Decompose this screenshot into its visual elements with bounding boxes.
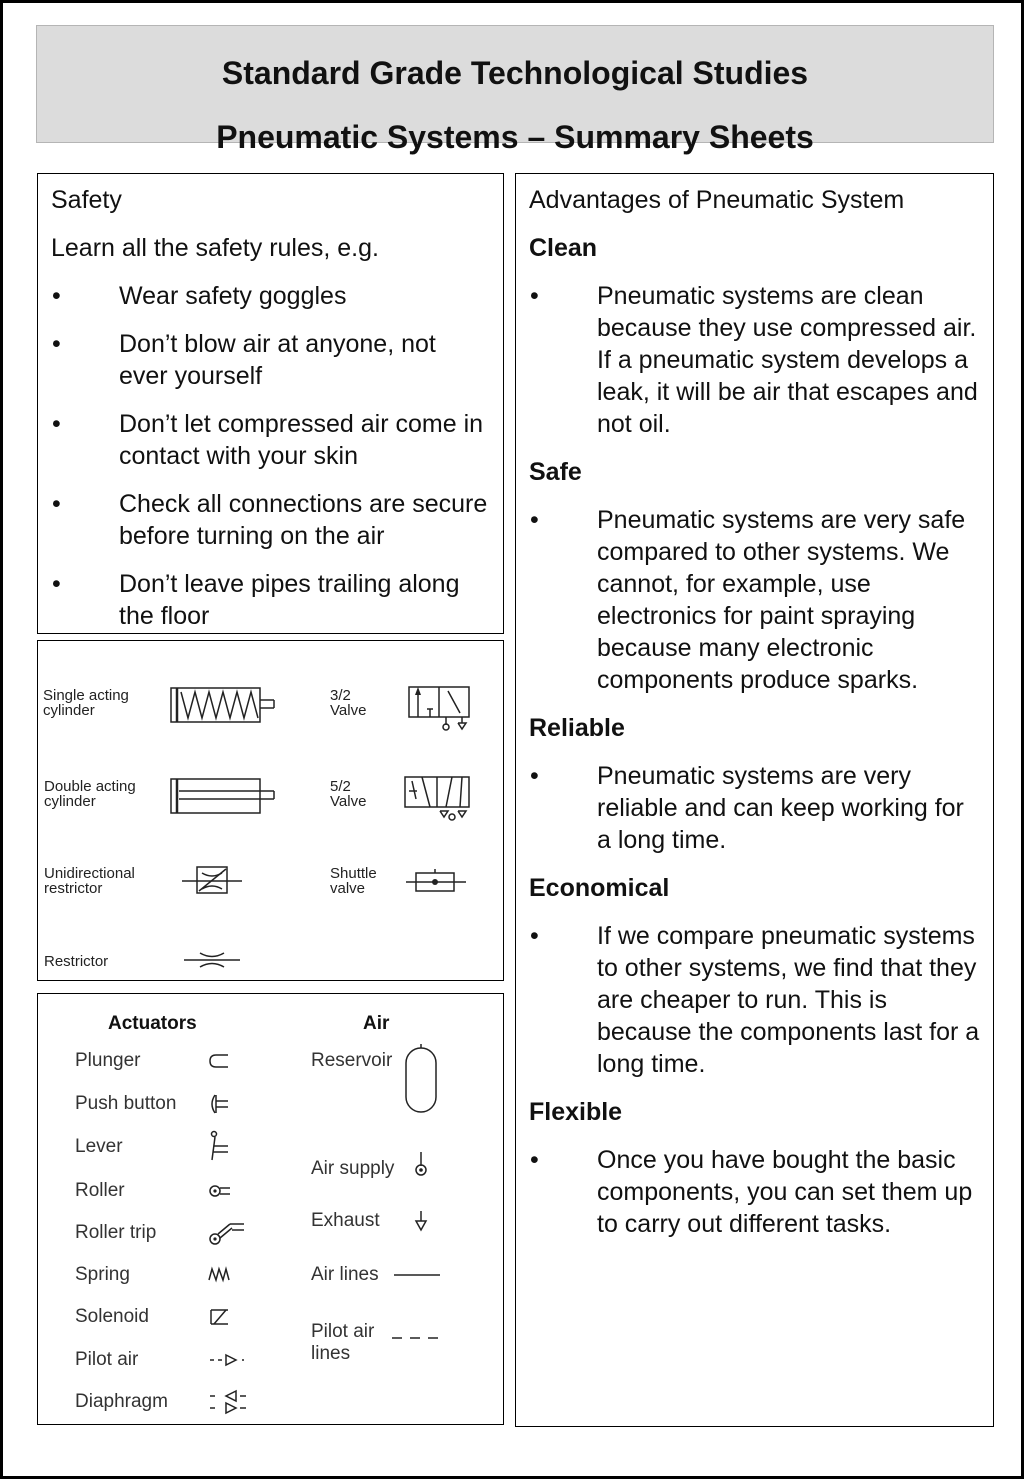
label-line: cylinder <box>43 702 95 719</box>
advantage-text: If we compare pneumatic systems to other systems, we find that they are cheaper to run. This is because the components last for a long time. <box>597 922 980 1078</box>
safety-item <box>51 280 491 312</box>
air-supply-label: Air supply <box>311 1158 395 1179</box>
label-line: 3/2 <box>330 687 351 704</box>
label-line: restrictor <box>44 880 103 897</box>
double-acting-cylinder-icon <box>170 777 276 815</box>
advantage-heading-reliable: Reliable <box>529 714 625 742</box>
label-line: lines <box>311 1343 351 1364</box>
air-heading: Air <box>363 1013 390 1034</box>
advantage-text: Pneumatic systems are very safe compared to other systems. We cannot, for example, use electronics for paint spraying because many electronic components produce sparks. <box>597 506 966 694</box>
bullet: • <box>52 282 61 310</box>
air-line-icon <box>394 1273 440 1277</box>
unidirectional-restrictor-label <box>44 866 135 896</box>
shuttle-valve-label <box>330 866 377 896</box>
lever-icon <box>208 1130 230 1162</box>
advantage-heading-flexible: Flexible <box>529 1098 623 1126</box>
bullet: • <box>52 570 61 598</box>
advantage-item <box>529 504 981 696</box>
label-line: Unidirectional <box>44 865 135 882</box>
safety-item <box>51 568 491 632</box>
plunger-label: Plunger <box>75 1050 141 1071</box>
label-line: cylinder <box>44 793 96 810</box>
actuators-heading: Actuators <box>108 1013 197 1034</box>
solenoid-icon <box>208 1308 232 1326</box>
bullet: • <box>530 506 539 534</box>
diaphragm-icon <box>208 1389 250 1415</box>
component-symbols-panel <box>37 640 504 981</box>
reservoir-label: Reservoir <box>311 1050 393 1071</box>
pilot-air-icon <box>208 1352 248 1368</box>
label-line: Pilot air <box>311 1321 375 1342</box>
roller-icon <box>208 1183 232 1199</box>
safety-item-text: Check all connections are secure before turning on the air <box>119 490 488 550</box>
air-supply-icon <box>414 1152 428 1178</box>
unidirectional-restrictor-icon <box>182 863 242 899</box>
advantage-heading-safe: Safe <box>529 458 582 486</box>
single-acting-cylinder-icon <box>170 686 276 724</box>
bullet: • <box>530 1146 539 1174</box>
bullet: • <box>52 490 61 518</box>
push-button-icon <box>208 1093 230 1115</box>
safety-panel <box>37 173 504 634</box>
label-line: Double acting <box>44 778 136 795</box>
shuttle-valve-icon <box>406 869 466 895</box>
bullet: • <box>52 410 61 438</box>
bullet: • <box>52 330 61 358</box>
advantages-title: Advantages of Pneumatic System <box>529 186 905 214</box>
plunger-icon <box>208 1053 230 1069</box>
label-line: Shuttle <box>330 865 377 882</box>
safety-item-text: Don’t blow air at anyone, not ever yourself <box>119 330 436 390</box>
safety-item <box>51 488 491 552</box>
advantage-item <box>529 1144 981 1240</box>
label-line: Valve <box>330 793 367 810</box>
pilot-air-lines-label <box>311 1321 374 1365</box>
single-acting-label <box>43 688 129 718</box>
advantage-text: Once you have bought the basic components, you can set them up to carry out different tasks. <box>597 1146 973 1238</box>
safety-item-text: Wear safety goggles <box>119 282 347 310</box>
bullet: • <box>530 922 539 950</box>
safety-item <box>51 408 491 472</box>
valve-52-icon <box>404 773 474 823</box>
push-button-label: Push button <box>75 1093 177 1114</box>
roller-label: Roller <box>75 1180 125 1201</box>
page-title: Standard Grade Technological Studies <box>221 55 809 91</box>
valve-32-icon <box>408 683 472 733</box>
roller-trip-label: Roller trip <box>75 1222 157 1243</box>
lever-label: Lever <box>75 1136 123 1157</box>
label-line: Valve <box>330 702 367 719</box>
actuator-air-symbols-panel <box>37 993 504 1425</box>
page-subtitle: Pneumatic Systems – Summary Sheets <box>216 119 814 155</box>
restrictor-label: Restrictor <box>44 953 109 970</box>
air-lines-label: Air lines <box>311 1264 379 1285</box>
label-line: 5/2 <box>330 778 351 795</box>
restrictor-icon <box>184 951 240 969</box>
spring-icon <box>208 1266 230 1284</box>
pilot-air-label: Pilot air <box>75 1349 139 1370</box>
bullet: • <box>530 762 539 790</box>
safety-title: Safety <box>51 186 122 214</box>
spring-label: Spring <box>75 1264 130 1285</box>
header-banner <box>36 25 994 155</box>
advantages-panel <box>515 173 994 1427</box>
double-acting-label <box>44 779 136 809</box>
advantage-heading-clean: Clean <box>529 234 598 262</box>
exhaust-icon <box>414 1211 428 1233</box>
roller-trip-icon <box>208 1218 246 1246</box>
advantage-text: Pneumatic systems are clean because they use compressed air. If a pneumatic system develops a leak, it will be air that escapes and not oil. <box>597 282 978 438</box>
safety-item-text: Don’t leave pipes trailing along the floor <box>119 570 460 630</box>
pilot-air-line-icon <box>392 1336 440 1340</box>
reservoir-icon <box>404 1044 438 1116</box>
advantage-heading-economical: Economical <box>529 874 670 902</box>
solenoid-label: Solenoid <box>75 1306 149 1327</box>
label-line: Single acting <box>43 687 129 704</box>
safety-item-text: Don’t let compressed air come in contact with your skin <box>119 410 484 470</box>
exhaust-label: Exhaust <box>311 1210 380 1231</box>
diaphragm-label: Diaphragm <box>75 1391 168 1412</box>
advantage-item <box>529 760 981 856</box>
valve-52-label <box>330 779 366 809</box>
safety-intro: Learn all the safety rules, e.g. <box>51 234 379 262</box>
bullet: • <box>530 282 539 310</box>
label-line: valve <box>330 880 366 897</box>
advantage-item <box>529 920 981 1080</box>
valve-32-label <box>330 688 366 718</box>
safety-item <box>51 328 491 392</box>
advantage-item <box>529 280 981 440</box>
advantage-text: Pneumatic systems are very reliable and can keep working for a long time. <box>597 762 964 854</box>
